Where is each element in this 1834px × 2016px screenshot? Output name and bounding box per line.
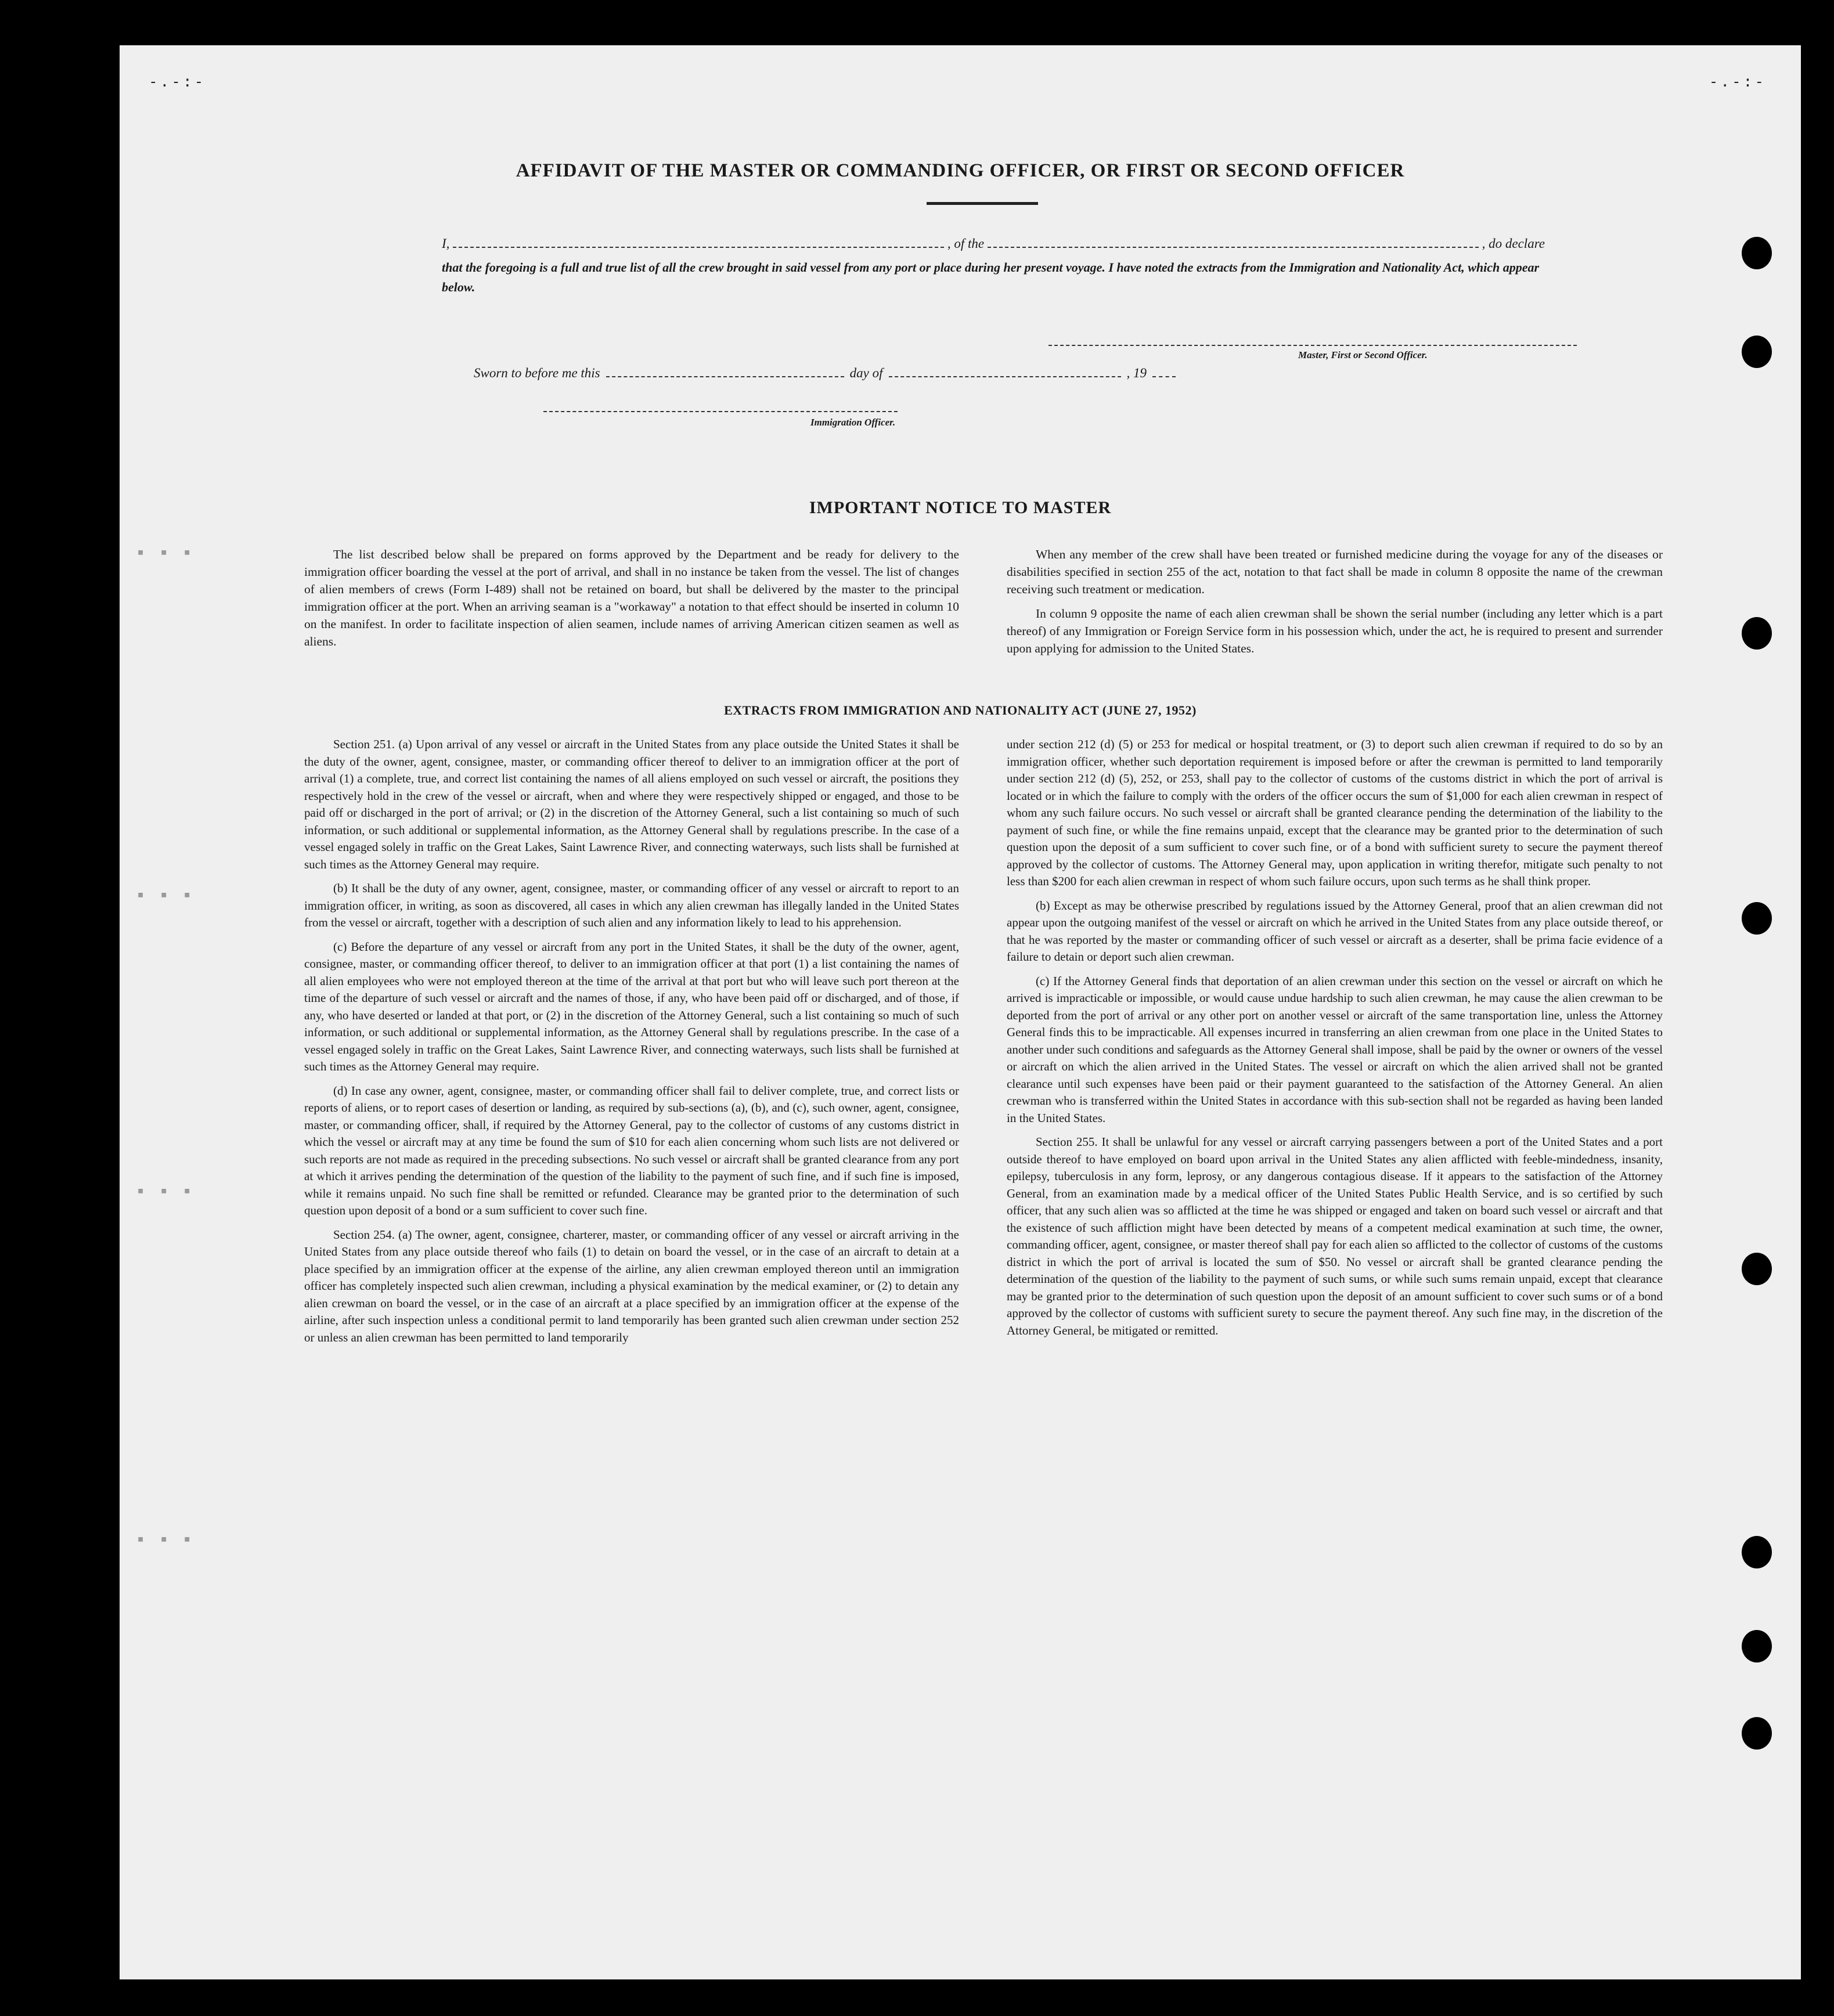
extract-paragraph: Section 255. It shall be unlawful for any vessel or aircraft carrying passengers between a port of the United States and a port outside thereof to have employed on board upon arrival in the United States any alien afflicted with feeble-mindedness, insanity, epilepsy, tuberculosis in any form, leprosy, or any dangerous contagious disease. If it appears to the satisfaction of the Attorney General, from an examination made by a medical officer of the United States Public Health Service, and is so certified by such officer, that any such alien was so afflicted at the time he was shipped or engaged and taken on board such vessel or aircraft and that the existence of such affliction might have been detected by means of a competent medical examination at such time, the owner, commanding officer, agent, consignee, or master thereof shall pay for each alien so afflicted to the collector of customs of the customs district in which the port of arrival is located the sum of $50. No vessel or aircraft shall be granted clearance pending the determination of the question of the liability to the payment of such sums, or while such sums remain unpaid, except that clearance may be granted prior to the determination of such question upon the deposit of an amount sufficient to cover such sums or of a bond approved by the collector of customs with sufficient surety to secure the payment thereof. Any such fine may, in the discretion of the Attorney General, be mitigated or remitted.: [1007, 1135, 1663, 1337]
immigration-officer-caption: Immigration Officer.: [810, 417, 896, 428]
punch-hole: [1742, 1630, 1772, 1662]
notice-title: IMPORTANT NOTICE TO MASTER: [809, 498, 1112, 517]
punch-hole: [1742, 336, 1772, 368]
punch-hole: [1742, 1536, 1772, 1568]
affidavit-i-label: I,: [442, 236, 450, 251]
corner-mark-top-right: -.-:-: [1709, 73, 1766, 91]
punch-hole: [1742, 617, 1772, 650]
extract-paragraph: Section 251. (a) Upon arrival of any vessel or aircraft in the United States from any place outside the United States it shall be the duty of the owner, agent, consignee, master, or commanding officer thereof to deliver to an immigration officer at the port of arrival (1) a complete, true, and correct list containing the names of all aliens employed on such vessel or aircraft, the positions they respectively hold in the crew of the vessel or aircraft, when and where they were respectively shipped or engaged, and those to be paid off or discharged in the port of arrival; or (2) in the discretion of the Attorney General, such a list containing so much of such information, or such additional or supplemental information, as the Attorney General shall by regulations prescribe. In the case of a vessel engaged solely in traffic on the Great Lakes, Saint Lawrence River, and connecting waterways, such lists shall be furnished at such times as the Attorney General may require.: [304, 737, 959, 871]
notice-paragraph: When any member of the crew shall have been treated or furnished medicine during the voyage for any of the diseases or disabilities specified in section 255 of the act, notation to that fact shall be made in column 8 opposite the name of the crewman receiving such treatment or medication.: [1007, 547, 1663, 596]
extracts-title: EXTRACTS FROM IMMIGRATION AND NATIONALITY ACT (JUNE 27, 1952): [724, 703, 1197, 717]
corner-mark-top-left: -.-:-: [149, 73, 206, 91]
year-label: , 19: [1126, 366, 1147, 380]
punch-hole: [1742, 237, 1772, 269]
punch-hole: [1742, 902, 1772, 935]
bleed-through-mark: ▪ ▪ ▪: [137, 544, 196, 558]
extract-paragraph: (d) In case any owner, agent, consignee, master, or commanding officer shall fail to deliver complete, true, and correct lists or reports of aliens, or to report cases of desertion or landing, as required by sub-sections (a), (b), and (c), such owner, agent, consignee, master, or commanding officer, shall, if required by the Attorney General, pay to the collector of customs of any customs district in which the vessel or aircraft may at any time be found the sum of $10 for each alien concerning whom such lists are not delivered or such reports are not made as required in the preceding subsections. No such vessel or aircraft shall be granted clearance from any port at which it arrives pending the determination of the question of the liability to the payment of such fine, and if such fine is imposed, while it remains unpaid. No such fine shall be remitted or refunded. Clearance may be granted prior to the determination of such question upon deposit of a bond or a sum sufficient to cover such fine.: [304, 1083, 959, 1217]
notice-right-column: [1007, 546, 1663, 664]
extract-paragraph: (b) It shall be the duty of any owner, agent, consignee, master, or commanding officer of any vessel or aircraft to report to an immigration officer, in writing, as soon as discovered, all cases in which any alien crewman has illegally landed in the United States from the vessel or aircraft, together with a description of such alien and any information likely to lead to his apprehension.: [304, 881, 959, 929]
notice-paragraph: In column 9 opposite the name of each alien crewman shall be shown the serial number (including any letter which is a part thereof) of any Immigration or Foreign Service form in his possession which, under the act, he is required to present and surrender upon applying for admission to the United States.: [1007, 607, 1663, 655]
bleed-through-mark: ▪ ▪ ▪: [137, 1531, 196, 1545]
vessel-name-field[interactable]: [988, 246, 1478, 248]
affidavit-declaration-line: [442, 230, 1545, 258]
punch-hole: [1742, 1717, 1772, 1750]
paper-sheet: [120, 45, 1801, 1979]
sworn-month-field[interactable]: [889, 376, 1121, 377]
signature-caption: Master, First or Second Officer.: [1298, 349, 1428, 360]
extract-paragraph: Section 254. (a) The owner, agent, consignee, charterer, master, or commanding officer of any vessel or aircraft arriving in the United States from any place outside thereof who fails (1) to detain on board the vessel, or in the case of an aircraft to detain at a place specified by an immigration officer at the expense of the airline, any alien crewman employed thereon until an immigration officer has completely inspected such alien crewman, including a physical examination by the medical examiner, or (2) to detain any alien crewman on board the vessel, or in the case of an aircraft at a place specified by an immigration officer at the expense of the airline, after such inspection unless a conditional permit to land temporarily has been granted such alien crewman under section 252 or unless an alien crewman has been permitted to land temporarily: [304, 1227, 959, 1344]
extract-paragraph: (b) Except as may be otherwise prescribed by regulations issued by the Attorney General, proof that an alien crewman did not appear upon the outgoing manifest of the vessel or aircraft on which he arrived in the United States from any place outside thereof, or that he was reported by the master or commanding officer of such vessel or aircraft as a deserter, shall be prima facie evidence of a failure to detain or deport such alien crewman.: [1007, 898, 1663, 964]
affidavit-of-the-label: , of the: [947, 236, 985, 251]
notice-paragraph: The list described below shall be prepared on forms approved by the Department and be ready for delivery to the immigration officer boarding the vessel at the port of arrival, and shall in no instance be taken from the vessel. The list of changes of alien members of crews (Form I-489) shall not be retained on board, but shall be delivered by the master to the principal immigration officer at the port. When an arriving seaman is a "workaway" a notation to that effect should be inserted in column 10 on the manifest. In order to facilitate inspection of alien seamen, include names of arriving American citizen seamen as well as aliens.: [304, 547, 959, 648]
affidavit-block: [442, 230, 1545, 297]
affidavit-statement: that the foregoing is a full and true list of all the crew brought in said vessel from any port or place during her present voyage. I have noted the extracts from the Immigration and Nationality Act, which appear below.: [442, 260, 1540, 294]
affidavit-do-declare-label: , do declare: [1482, 236, 1545, 251]
page-title: AFFIDAVIT OF THE MASTER OR COMMANDING OFFICER, OR FIRST OR SECOND OFFICER: [516, 160, 1405, 181]
bleed-through-mark: ▪ ▪ ▪: [137, 887, 196, 901]
title-underline: [927, 202, 1038, 205]
sworn-year-field[interactable]: [1152, 376, 1176, 377]
extract-paragraph: (c) If the Attorney General finds that deportation of an alien crewman under this section on the vessel or aircraft on which he arrived is impracticable or impossible, or would cause undue hardship to such alien crewman, he may cause the alien crewman to be deported from the port of arrival or any other port on another vessel or aircraft of the same transportation line, unless the Attorney General finds this to be impracticable. All expenses incurred in transferring an alien crewman from one place in the United States to another under such conditions and safeguards as the Attorney General shall impose, shall be paid by the owner or owners of the vessel or aircraft on which the alien arrived in the United States. The vessel or aircraft on which the alien arrived shall not be granted clearance until such expenses have been paid or their payment guaranteed to the satisfaction of the Attorney General. An alien crewman who is transferred within the United States in accordance with this sub-section shall not be regarded as having been landed in the United States.: [1007, 973, 1663, 1125]
day-of-label: day of: [849, 366, 883, 380]
bleed-through-mark: ▪ ▪ ▪: [137, 1183, 196, 1197]
officer-signature-line[interactable]: [1048, 345, 1577, 346]
extracts-right-column: [1007, 736, 1663, 1346]
sworn-line: [474, 366, 1181, 381]
extract-paragraph: under section 212 (d) (5) or 253 for medical or hospital treatment, or (3) to deport such alien crewman if required to do so by an immigration officer, whether such deportation requirement is imposed before or after the crewman is permitted to land temporarily under section 212 (d) (5), 252, or 253, shall pay to the collector of customs of the customs district in which the port of arrival is located or in which the failure to comply with the orders of the officer occurs the sum of $1,000 for each alien crewman in respect of whom any such failure occurs. No such vessel or aircraft shall be granted clearance pending the determination of the liability to the payment of such fine, or while the fine remains unpaid, except that the clearance may be granted prior to the determination of such question upon the deposit of a sum sufficient to cover such fine, or of a bond with sufficient surety to secure the payment thereof approved by the collector of customs. The Attorney General may, upon application in writing therefor, mitigate such penalty to not less than $200 for each alien crewman in respect of whom such failure occurs, upon such terms as he shall think proper.: [1007, 737, 1663, 888]
extracts-left-column: [304, 736, 959, 1353]
notice-left-column: [304, 546, 959, 657]
sworn-label: Sworn to before me this: [474, 366, 600, 380]
extract-paragraph: (c) Before the departure of any vessel or aircraft from any port in the United States, it shall be the duty of the owner, agent, consignee, master, or commanding officer thereof, to deliver to an immigration officer at that port (1) a list containing the names of all alien employees who were not employed thereon at the time of the arrival at that port but who will leave such port thereon at the time of the departure of such vessel or aircraft and the names of those, if any, who have been paid off or discharged, and of those, if any, who have deserted or landed at that port, or (2) in the discretion of the Attorney General, such a list containing so much of such information, or such additional or supplemental information, as the Attorney General shall by regulations prescribe. In the case of a vessel engaged solely in traffic on the Great Lakes, Saint Lawrence River, and connecting waterways, such lists shall be furnished at such times as the Attorney General may require.: [304, 939, 959, 1073]
sworn-day-field[interactable]: [606, 376, 844, 377]
punch-hole: [1742, 1253, 1772, 1285]
immigration-officer-signature-line[interactable]: [543, 411, 898, 412]
officer-name-field[interactable]: [453, 246, 943, 248]
